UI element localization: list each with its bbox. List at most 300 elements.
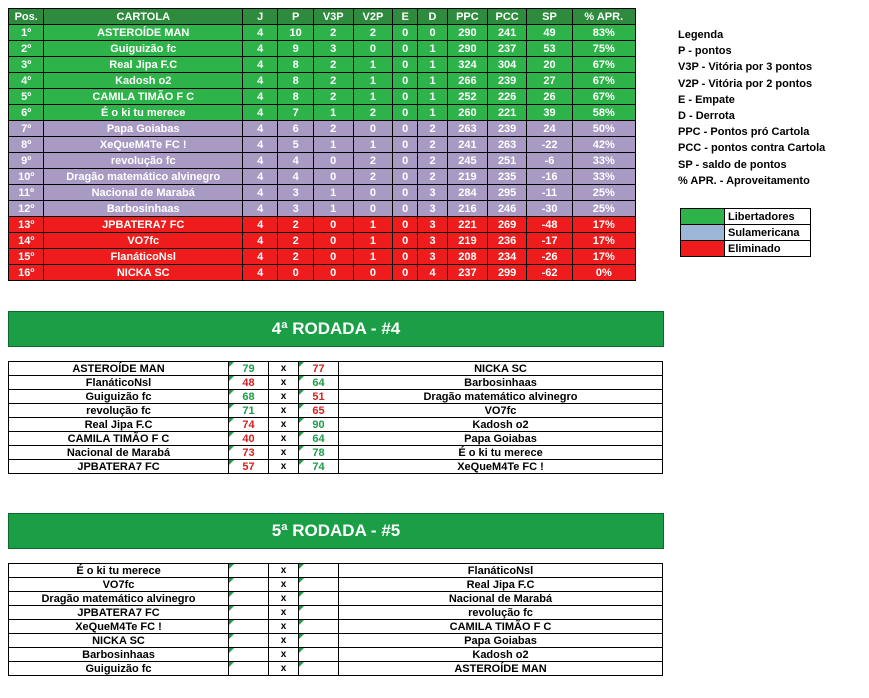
standings-cell-v3p: 0 xyxy=(313,233,353,249)
match-home-score: 48 xyxy=(229,376,269,390)
standings-cell-v2p: 0 xyxy=(353,41,393,57)
match-away-team: FlanáticoNsl xyxy=(339,564,663,578)
standings-cell-v3p: 1 xyxy=(313,201,353,217)
standings-cell-j: 4 xyxy=(243,185,278,201)
standings-cell-sp: 26 xyxy=(527,89,572,105)
match-vs: x xyxy=(269,404,299,418)
standings-table xyxy=(8,8,636,281)
legend xyxy=(678,27,825,189)
standings-cell-j: 4 xyxy=(243,73,278,89)
match-home-score: 68 xyxy=(229,390,269,404)
standings-cell-d: 3 xyxy=(418,201,448,217)
standings-cell-j: 4 xyxy=(243,89,278,105)
standings-cell-apr: 75% xyxy=(572,41,635,57)
standings-cell-p: 8 xyxy=(278,89,313,105)
match-row xyxy=(9,362,663,376)
standings-row xyxy=(9,201,636,217)
legend-line: P - pontos xyxy=(678,45,732,58)
legend-line: D - Derrota xyxy=(678,109,735,122)
standings-cell-ppc: 208 xyxy=(448,249,488,265)
standings-cell-v3p: 2 xyxy=(313,73,353,89)
standings-cell-pos: 16º xyxy=(9,265,44,281)
standings-cell-apr: 17% xyxy=(572,249,635,265)
standings-cell-e: 0 xyxy=(393,137,418,153)
standings-cell-p: 10 xyxy=(278,25,313,41)
match-home-team: CAMILA TIMÃO F C xyxy=(9,432,229,446)
legend-lines xyxy=(678,43,825,189)
legend-title: Legenda xyxy=(678,29,724,41)
match-home-score: 74 xyxy=(229,418,269,432)
standings-cell-d: 0 xyxy=(418,25,448,41)
legend-color-keys xyxy=(680,208,811,257)
standings-cell-e: 0 xyxy=(393,265,418,281)
match-away-score: 51 xyxy=(299,390,339,404)
standings-row xyxy=(9,89,636,105)
match-away-team: Nacional de Marabá xyxy=(339,592,663,606)
standings-cell-team: É o ki tu merece xyxy=(44,105,243,121)
standings-cell-v2p: 1 xyxy=(353,57,393,73)
standings-cell-sp: 27 xyxy=(527,73,572,89)
standings-cell-d: 2 xyxy=(418,153,448,169)
standings-cell-pcc: 239 xyxy=(487,73,527,89)
standings-cell-pos: 7º xyxy=(9,121,44,137)
match-home-team: Guiguizão fc xyxy=(9,662,229,676)
standings-cell-v2p: 0 xyxy=(353,201,393,217)
standings-cell-team: Dragão matemático alvinegro xyxy=(44,169,243,185)
standings-cell-j: 4 xyxy=(243,169,278,185)
standings-cell-d: 3 xyxy=(418,185,448,201)
match-home-team: XeQueM4Te FC ! xyxy=(9,620,229,634)
standings-cell-sp: 39 xyxy=(527,105,572,121)
match-row xyxy=(9,662,663,676)
standings-header-cell: E xyxy=(393,9,418,25)
match-row xyxy=(9,376,663,390)
standings-cell-e: 0 xyxy=(393,185,418,201)
standings-cell-j: 4 xyxy=(243,137,278,153)
standings-cell-sp: 20 xyxy=(527,57,572,73)
standings-cell-pos: 5º xyxy=(9,89,44,105)
standings-row xyxy=(9,57,636,73)
standings-cell-pcc: 221 xyxy=(487,105,527,121)
match-row xyxy=(9,578,663,592)
legend-key-label: Libertadores xyxy=(725,209,811,225)
standings-header-cell: V3P xyxy=(313,9,353,25)
match-home-score xyxy=(229,564,269,578)
standings-cell-p: 5 xyxy=(278,137,313,153)
legend-swatch xyxy=(681,241,725,257)
legend-key-label: Sulamericana xyxy=(725,225,811,241)
legend-swatch xyxy=(681,225,725,241)
standings-cell-pos: 15º xyxy=(9,249,44,265)
standings-cell-p: 7 xyxy=(278,105,313,121)
standings-cell-v2p: 2 xyxy=(353,153,393,169)
match-home-score xyxy=(229,592,269,606)
standings-cell-e: 0 xyxy=(393,217,418,233)
match-home-team: revolução fc xyxy=(9,404,229,418)
match-away-score xyxy=(299,606,339,620)
match-row xyxy=(9,404,663,418)
standings-cell-e: 0 xyxy=(393,249,418,265)
standings-cell-team: revolução fc xyxy=(44,153,243,169)
standings-cell-ppc: 290 xyxy=(448,25,488,41)
match-away-score xyxy=(299,662,339,676)
match-home-team: Dragão matemático alvinegro xyxy=(9,592,229,606)
standings-cell-j: 4 xyxy=(243,201,278,217)
standings-cell-v3p: 2 xyxy=(313,25,353,41)
match-away-team: Dragão matemático alvinegro xyxy=(339,390,663,404)
match-away-score: 74 xyxy=(299,460,339,474)
legend-swatch xyxy=(681,209,725,225)
standings-cell-sp: -6 xyxy=(527,153,572,169)
standings-cell-v2p: 1 xyxy=(353,217,393,233)
standings-cell-pos: 12º xyxy=(9,201,44,217)
standings-cell-v3p: 2 xyxy=(313,57,353,73)
standings-cell-ppc: 237 xyxy=(448,265,488,281)
match-vs: x xyxy=(269,592,299,606)
standings-cell-v2p: 0 xyxy=(353,265,393,281)
standings-cell-d: 1 xyxy=(418,105,448,121)
standings-cell-team: JPBATERA7 FC xyxy=(44,217,243,233)
standings-cell-j: 4 xyxy=(243,57,278,73)
match-away-team: CAMILA TIMÃO F C xyxy=(339,620,663,634)
standings-header-cell: PPC xyxy=(448,9,488,25)
standings-cell-v3p: 0 xyxy=(313,249,353,265)
standings-row xyxy=(9,137,636,153)
match-away-score xyxy=(299,564,339,578)
legend-line: V3P - Vitória por 3 pontos xyxy=(678,61,813,74)
standings-header-cell: J xyxy=(243,9,278,25)
match-away-team: Papa Goiabas xyxy=(339,634,663,648)
standings-row xyxy=(9,169,636,185)
standings-row xyxy=(9,41,636,57)
standings-cell-d: 3 xyxy=(418,233,448,249)
match-row xyxy=(9,460,663,474)
round-5-banner: 5ª RODADA - #5 xyxy=(8,513,664,549)
standings-cell-pos: 2º xyxy=(9,41,44,57)
standings-cell-d: 1 xyxy=(418,73,448,89)
standings-cell-d: 2 xyxy=(418,121,448,137)
standings-cell-sp: -16 xyxy=(527,169,572,185)
match-away-score: 90 xyxy=(299,418,339,432)
standings-cell-p: 3 xyxy=(278,185,313,201)
standings-row xyxy=(9,105,636,121)
standings-cell-ppc: 263 xyxy=(448,121,488,137)
standings-cell-team: Papa Goiabas xyxy=(44,121,243,137)
standings-cell-apr: 33% xyxy=(572,169,635,185)
standings-cell-p: 6 xyxy=(278,121,313,137)
standings-cell-d: 4 xyxy=(418,265,448,281)
standings-cell-p: 4 xyxy=(278,169,313,185)
match-vs: x xyxy=(269,648,299,662)
match-vs: x xyxy=(269,564,299,578)
match-home-score: 57 xyxy=(229,460,269,474)
match-vs: x xyxy=(269,662,299,676)
standings-cell-ppc: 290 xyxy=(448,41,488,57)
standings-cell-d: 2 xyxy=(418,137,448,153)
standings-cell-team: Barbosinhaas xyxy=(44,201,243,217)
match-away-score xyxy=(299,578,339,592)
standings-cell-d: 3 xyxy=(418,249,448,265)
standings-body xyxy=(9,25,636,281)
standings-cell-team: XeQueM4Te FC ! xyxy=(44,137,243,153)
standings-cell-v2p: 2 xyxy=(353,25,393,41)
standings-cell-p: 9 xyxy=(278,41,313,57)
match-home-team: É o ki tu merece xyxy=(9,564,229,578)
standings-cell-sp: -11 xyxy=(527,185,572,201)
match-home-score xyxy=(229,662,269,676)
standings-cell-pos: 11º xyxy=(9,185,44,201)
standings-row xyxy=(9,249,636,265)
match-vs: x xyxy=(269,418,299,432)
standings-cell-e: 0 xyxy=(393,41,418,57)
match-vs: x xyxy=(269,362,299,376)
standings-cell-v2p: 1 xyxy=(353,233,393,249)
match-row xyxy=(9,648,663,662)
standings-cell-ppc: 324 xyxy=(448,57,488,73)
standings-cell-sp: -26 xyxy=(527,249,572,265)
match-home-score xyxy=(229,620,269,634)
standings-cell-ppc: 260 xyxy=(448,105,488,121)
standings-cell-v2p: 2 xyxy=(353,169,393,185)
standings-row xyxy=(9,153,636,169)
standings-cell-v2p: 1 xyxy=(353,137,393,153)
match-home-score xyxy=(229,578,269,592)
match-away-score: 65 xyxy=(299,404,339,418)
match-row xyxy=(9,564,663,578)
match-away-team: VO7fc xyxy=(339,404,663,418)
standings-cell-apr: 67% xyxy=(572,73,635,89)
standings-cell-p: 4 xyxy=(278,153,313,169)
standings-cell-e: 0 xyxy=(393,121,418,137)
standings-cell-p: 2 xyxy=(278,233,313,249)
standings-cell-ppc: 252 xyxy=(448,89,488,105)
standings-header-row xyxy=(9,9,636,25)
standings-cell-pcc: 304 xyxy=(487,57,527,73)
standings-cell-e: 0 xyxy=(393,73,418,89)
standings-cell-pos: 13º xyxy=(9,217,44,233)
standings-cell-j: 4 xyxy=(243,41,278,57)
standings-header-cell: P xyxy=(278,9,313,25)
standings-cell-apr: 42% xyxy=(572,137,635,153)
standings-cell-sp: -30 xyxy=(527,201,572,217)
match-home-team: Real Jipa F.C xyxy=(9,418,229,432)
standings-cell-sp: 24 xyxy=(527,121,572,137)
standings-row xyxy=(9,217,636,233)
standings-cell-v3p: 1 xyxy=(313,185,353,201)
standings-cell-pos: 6º xyxy=(9,105,44,121)
standings-cell-e: 0 xyxy=(393,25,418,41)
match-vs: x xyxy=(269,432,299,446)
standings-cell-v3p: 0 xyxy=(313,265,353,281)
standings-cell-ppc: 241 xyxy=(448,137,488,153)
match-away-team: revolução fc xyxy=(339,606,663,620)
match-home-score: 79 xyxy=(229,362,269,376)
standings-cell-e: 0 xyxy=(393,89,418,105)
standings-cell-v2p: 2 xyxy=(353,105,393,121)
standings-cell-sp: 49 xyxy=(527,25,572,41)
round-4-matches xyxy=(8,361,663,474)
standings-cell-apr: 17% xyxy=(572,233,635,249)
standings-cell-pcc: 226 xyxy=(487,89,527,105)
standings-cell-v3p: 0 xyxy=(313,153,353,169)
match-away-team: Kadosh o2 xyxy=(339,648,663,662)
match-away-score xyxy=(299,592,339,606)
match-away-team: Kadosh o2 xyxy=(339,418,663,432)
match-row xyxy=(9,418,663,432)
standings-cell-d: 1 xyxy=(418,89,448,105)
match-away-team: É o ki tu merece xyxy=(339,446,663,460)
match-home-team: Guiguizão fc xyxy=(9,390,229,404)
standings-cell-pcc: 237 xyxy=(487,41,527,57)
standings-cell-ppc: 221 xyxy=(448,217,488,233)
standings-cell-j: 4 xyxy=(243,121,278,137)
standings-row xyxy=(9,25,636,41)
legend-key-row xyxy=(681,241,811,257)
legend-line: SP - saldo de pontos xyxy=(678,158,787,171)
standings-cell-ppc: 284 xyxy=(448,185,488,201)
match-row xyxy=(9,446,663,460)
match-vs: x xyxy=(269,446,299,460)
legend-line: E - Empate xyxy=(678,93,735,106)
standings-cell-pcc: 239 xyxy=(487,121,527,137)
standings-cell-team: CAMILA TIMÃO F C xyxy=(44,89,243,105)
standings-cell-p: 8 xyxy=(278,73,313,89)
match-home-score: 40 xyxy=(229,432,269,446)
standings-cell-pcc: 299 xyxy=(487,265,527,281)
match-home-team: FlanáticoNsl xyxy=(9,376,229,390)
legend-line: V2P - Vitória por 2 pontos xyxy=(678,77,813,90)
standings-cell-v2p: 1 xyxy=(353,89,393,105)
match-home-team: JPBATERA7 FC xyxy=(9,606,229,620)
match-away-score xyxy=(299,620,339,634)
standings-cell-pos: 14º xyxy=(9,233,44,249)
standings-row xyxy=(9,185,636,201)
match-away-score: 77 xyxy=(299,362,339,376)
legend-key-row xyxy=(681,225,811,241)
legend-line: PPC - Pontos pró Cartola xyxy=(678,126,810,139)
standings-cell-ppc: 219 xyxy=(448,169,488,185)
standings-cell-d: 3 xyxy=(418,217,448,233)
standings-cell-e: 0 xyxy=(393,233,418,249)
match-vs: x xyxy=(269,620,299,634)
match-away-team: Papa Goiabas xyxy=(339,432,663,446)
standings-cell-team: Nacional de Marabá xyxy=(44,185,243,201)
standings-cell-team: NICKA SC xyxy=(44,265,243,281)
standings-cell-team: Guiguizão fc xyxy=(44,41,243,57)
standings-cell-v3p: 0 xyxy=(313,217,353,233)
standings-cell-team: Real Jipa F.C xyxy=(44,57,243,73)
match-home-score xyxy=(229,648,269,662)
standings-cell-p: 8 xyxy=(278,57,313,73)
round-5-matches xyxy=(8,563,663,676)
standings-cell-p: 2 xyxy=(278,249,313,265)
standings-cell-j: 4 xyxy=(243,105,278,121)
standings-cell-team: FlanáticoNsl xyxy=(44,249,243,265)
standings-header-cell: CARTOLA xyxy=(44,9,243,25)
match-away-score: 78 xyxy=(299,446,339,460)
match-vs: x xyxy=(269,578,299,592)
match-home-team: NICKA SC xyxy=(9,634,229,648)
standings-header-cell: D xyxy=(418,9,448,25)
standings-cell-pcc: 234 xyxy=(487,249,527,265)
standings-cell-pos: 8º xyxy=(9,137,44,153)
standings-cell-e: 0 xyxy=(393,57,418,73)
standings-cell-pcc: 236 xyxy=(487,233,527,249)
standings-cell-sp: -17 xyxy=(527,233,572,249)
match-away-team: NICKA SC xyxy=(339,362,663,376)
match-row xyxy=(9,606,663,620)
standings-cell-sp: 53 xyxy=(527,41,572,57)
match-away-team: XeQueM4Te FC ! xyxy=(339,460,663,474)
standings-cell-ppc: 219 xyxy=(448,233,488,249)
standings-cell-j: 4 xyxy=(243,25,278,41)
standings-header-cell: % APR. xyxy=(572,9,635,25)
match-row xyxy=(9,592,663,606)
standings-cell-v2p: 1 xyxy=(353,249,393,265)
standings-cell-d: 1 xyxy=(418,41,448,57)
standings-row xyxy=(9,121,636,137)
standings-cell-apr: 67% xyxy=(572,89,635,105)
standings-cell-pcc: 241 xyxy=(487,25,527,41)
match-away-score: 64 xyxy=(299,376,339,390)
standings-cell-pos: 3º xyxy=(9,57,44,73)
match-row xyxy=(9,432,663,446)
match-home-team: JPBATERA7 FC xyxy=(9,460,229,474)
round-4-banner: 4ª RODADA - #4 xyxy=(8,311,664,347)
standings-cell-team: VO7fc xyxy=(44,233,243,249)
standings-cell-apr: 33% xyxy=(572,153,635,169)
standings-header-cell: Pos. xyxy=(9,9,44,25)
standings-cell-p: 2 xyxy=(278,217,313,233)
match-vs: x xyxy=(269,390,299,404)
match-away-team: Barbosinhaas xyxy=(339,376,663,390)
standings-cell-pcc: 263 xyxy=(487,137,527,153)
match-away-team: Real Jipa F.C xyxy=(339,578,663,592)
standings-cell-ppc: 266 xyxy=(448,73,488,89)
match-vs: x xyxy=(269,460,299,474)
match-vs: x xyxy=(269,376,299,390)
match-vs: x xyxy=(269,634,299,648)
standings-cell-j: 4 xyxy=(243,233,278,249)
match-home-team: ASTEROÍDE MAN xyxy=(9,362,229,376)
match-away-score xyxy=(299,634,339,648)
standings-cell-v3p: 1 xyxy=(313,105,353,121)
standings-row xyxy=(9,73,636,89)
legend-line: PCC - pontos contra Cartola xyxy=(678,142,826,155)
standings-cell-p: 3 xyxy=(278,201,313,217)
standings-cell-pcc: 251 xyxy=(487,153,527,169)
match-home-team: Barbosinhaas xyxy=(9,648,229,662)
standings-cell-pcc: 246 xyxy=(487,201,527,217)
standings-cell-v3p: 3 xyxy=(313,41,353,57)
standings-cell-apr: 0% xyxy=(572,265,635,281)
standings-header-cell: SP xyxy=(527,9,572,25)
standings-cell-pos: 1º xyxy=(9,25,44,41)
standings-cell-e: 0 xyxy=(393,201,418,217)
match-home-score xyxy=(229,606,269,620)
match-row xyxy=(9,620,663,634)
standings-cell-v2p: 0 xyxy=(353,121,393,137)
legend-key-label: Eliminado xyxy=(725,241,811,257)
standings-cell-j: 4 xyxy=(243,249,278,265)
standings-cell-d: 2 xyxy=(418,169,448,185)
standings-cell-pos: 10º xyxy=(9,169,44,185)
standings-cell-pos: 4º xyxy=(9,73,44,89)
standings-cell-v2p: 0 xyxy=(353,185,393,201)
standings-cell-sp: -48 xyxy=(527,217,572,233)
match-vs: x xyxy=(269,606,299,620)
standings-cell-team: ASTEROÍDE MAN xyxy=(44,25,243,41)
